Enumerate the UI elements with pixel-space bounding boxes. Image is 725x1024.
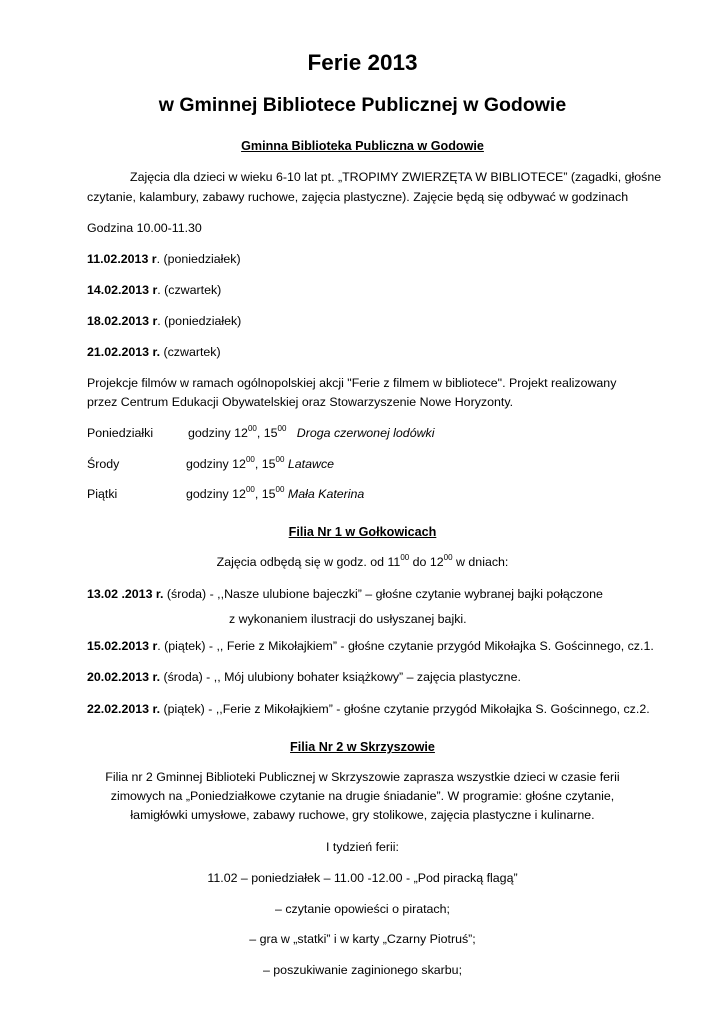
event-text: (środa) - ,, Mój ulubiony bohater książkowy” – zajęcia plastyczne. xyxy=(160,670,521,684)
program-line: – poszukiwanie zaginionego skarbu; xyxy=(262,963,463,977)
date-item xyxy=(87,252,241,267)
date-day: . (poniedziałek) xyxy=(157,314,242,328)
filia2-text-line: Filia nr 2 Gminnej Biblioteki Publicznej w Skrzyszowie zaprasza wszystkie dzieci w czasie ferii xyxy=(105,770,620,784)
filia2-text-line: zimowych na „Poniedziałkowe czytanie na drugie śniadanie”. W programie: głośne czytanie, xyxy=(110,789,615,803)
event-text: z wykonaniem ilustracji do usłyszanej bajki. xyxy=(229,612,467,626)
film-title: Droga czerwonej lodówki xyxy=(296,426,435,440)
filia2-text-line: łamigłówki umysłowe, zabawy ruchowe, gry stolikowe, zajęcia plastyczne i kulinarne. xyxy=(130,808,595,822)
page-title: Ferie 2013 xyxy=(307,50,418,75)
event-item xyxy=(87,639,654,654)
date-item xyxy=(87,314,241,329)
film-day: Środy xyxy=(87,457,120,471)
section-heading-filia1: Filia Nr 1 w Gołkowicach xyxy=(288,525,437,539)
event-date: 15.02.2013 r xyxy=(87,639,158,653)
filia1-intro: Zajęcia odbędą się w godz. od $11^{00}$ do $12^{00}$ w dniach: xyxy=(216,553,509,569)
program-line: – czytanie opowieści o piratach; xyxy=(275,902,450,916)
date-item xyxy=(87,345,221,360)
event-item xyxy=(87,702,650,717)
week-label: I tydzień ferii: xyxy=(326,840,399,854)
event-item xyxy=(87,587,603,602)
film-hours: godziny $12^{00}$, $15^{00}$ Latawce xyxy=(186,455,335,471)
event-text: (środa) - ,,Nasze ulubione bajeczki” – głośne czytanie wybranej bajki połączone xyxy=(163,587,603,601)
event-text: . (piątek) - ,, Ferie z Mikołajkiem” - głośne czytanie przygód Mikołajka S. Gościnnego, cz.1. xyxy=(157,639,654,653)
film-title: Mała Katerina xyxy=(287,487,365,501)
film-day: Poniedziałki xyxy=(87,426,154,440)
date-item xyxy=(87,283,221,298)
film-intro-line-1: Projekcje filmów w ramach ogólnopolskiej akcji "Ferie z filmem w bibliotece". Projekt realizowany xyxy=(87,376,617,390)
event-item xyxy=(87,670,521,685)
hours-line: Godzina 10.00-11.30 xyxy=(87,221,202,235)
event-date: 13.02 .2013 r. xyxy=(87,587,164,601)
date-value: 14.02.2013 r xyxy=(87,283,158,297)
section-heading-filia2: Filia Nr 2 w Skrzyszowie xyxy=(290,740,435,754)
program-line: – gra w „statki” i w karty „Czarny Piotruś”; xyxy=(249,932,476,946)
section-heading-main: Gminna Biblioteka Publiczna w Godowie xyxy=(241,139,484,153)
film-hours: godziny $12^{00}$, $15^{00}$ Mała Katerina xyxy=(186,485,365,501)
film-intro-line-2: przez Centrum Edukacji Obywatelskiej oraz Stowarzyszenie Nowe Horyzonty. xyxy=(87,395,514,409)
film-title: Latawce xyxy=(287,457,335,471)
film-day: Piątki xyxy=(87,487,118,501)
event-item-continued xyxy=(229,612,467,627)
page-subtitle: w Gminnej Bibliotece Publicznej w Godowie xyxy=(158,94,567,116)
date-value: 11.02.2013 r xyxy=(87,252,157,266)
program-line: 11.02 – poniedziałek – 11.00 -12.00 - „Pod piracką flagą” xyxy=(207,871,518,885)
event-date: 20.02.2013 r. xyxy=(87,670,161,684)
date-day: . (poniedziałek) xyxy=(156,252,241,266)
intro-line-2: czytanie, kalambury, zabawy ruchowe, zajęcia plastyczne). Zajęcie będą się odbywać w godzinach xyxy=(87,190,629,204)
event-date: 22.02.2013 r. xyxy=(87,702,161,716)
date-day: . (czwartek) xyxy=(157,283,222,297)
intro-line-1: Zajęcia dla dzieci w wieku 6-10 lat pt. „TROPIMY ZWIERZĘTA W BIBLIOTECE” (zagadki, głośne xyxy=(130,170,662,184)
date-value: 21.02.2013 r. xyxy=(87,345,161,359)
film-hours: godziny $12^{00}$, $15^{00}$ Droga czerwonej lodówki xyxy=(188,424,435,440)
date-value: 18.02.2013 r xyxy=(87,314,158,328)
date-day: (czwartek) xyxy=(160,345,221,359)
event-text: (piątek) - ,,Ferie z Mikołajkiem” - głośne czytanie przygód Mikołajka S. Gościnnego, cz.2. xyxy=(160,702,650,716)
